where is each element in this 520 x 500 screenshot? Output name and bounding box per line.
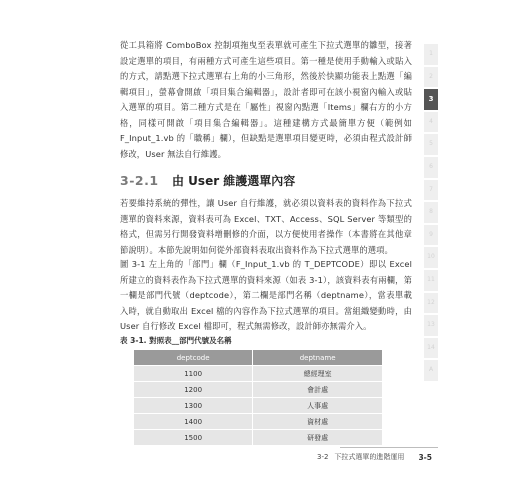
chapter-tab-13[interactable]: 13 — [424, 315, 438, 336]
section-number: 3-2.1 — [120, 172, 159, 188]
body-paragraph-2: 若要維持系統的彈性，讓 User 自行維護，就必須以資料表的資料作為下拉式選單的資料來源，資料表可為 Excel、TXT、Access、SQL Server 等類型的格式，但需另行開發資料增刪修的介面，以方便使用者操作（本書將在其他章節說明）。本節先說明如何從外部資料表取出資料作為下拉式選單的選項。 — [120, 198, 412, 255]
chapter-tab-3-active[interactable]: 3 — [424, 89, 438, 110]
footer-title: 下拉式選單的進階運用 — [334, 453, 405, 461]
body-paragraph-1: 從工具箱將 ComboBox 控制項拖曳至表單就可產生下拉式選單的雛型，接著設定選單的項目，有兩種方式可產生這些項目。第一種是使用手動輸入或貼入的方式，請點選下拉式選單右上角的小三角形，然後於快顯功能表上點選「編輯項目」，螢幕會開啟「項目集合編輯器」，設計者即可在該小視窗內輸入或貼入選單的項目。第二種方式是在「屬性」視窗內點選「Items」欄右方的小方格，同樣可開啟「項目集合編輯器」。這種建構方式最簡單方便（範例如 F_Input_1.vb 的「職稱」欄），但缺點是選單項目變更時，必須由程式設計師修改，User 無法自行維護。 — [120, 40, 412, 159]
chapter-tab-2[interactable]: 2 — [424, 67, 438, 88]
cell-deptname: 總經理室 — [253, 366, 383, 382]
chapter-tab-7[interactable]: 7 — [424, 180, 438, 201]
chapter-tab-14[interactable]: 14 — [424, 338, 438, 359]
table-row — [134, 414, 383, 430]
header-deptname: deptname — [253, 350, 383, 366]
header-deptcode: deptcode — [134, 350, 253, 366]
table-row — [134, 430, 383, 446]
cell-deptname: 會計處 — [253, 382, 383, 398]
chapter-tab-5[interactable]: 5 — [424, 134, 438, 155]
table-caption: 表 3-1. 對照表__部門代號及名稱 — [120, 336, 232, 345]
section-heading — [120, 170, 412, 190]
page-number: 3-5 — [418, 452, 432, 462]
footer-section: 3-2 — [317, 453, 329, 461]
dept-table — [133, 349, 383, 446]
table-header-row — [134, 350, 383, 366]
chapter-tab-12[interactable]: 12 — [424, 293, 438, 314]
chapter-tab-8[interactable]: 8 — [424, 202, 438, 223]
page-footer — [317, 452, 432, 462]
cell-deptname: 資材處 — [253, 414, 383, 430]
chapter-tab-9[interactable]: 9 — [424, 225, 438, 246]
table-row — [134, 398, 383, 414]
chapter-tab-a[interactable]: A — [424, 360, 438, 381]
cell-deptcode: 1300 — [134, 398, 253, 414]
chapter-tab-4[interactable]: 4 — [424, 112, 438, 133]
chapter-tab-1[interactable]: 1 — [424, 44, 438, 65]
chapter-tabs — [424, 44, 438, 381]
chapter-tab-11[interactable]: 11 — [424, 270, 438, 291]
footer-divider — [340, 447, 438, 448]
table-row — [134, 366, 383, 382]
cell-deptcode: 1100 — [134, 366, 253, 382]
section-title: 由 User 維護選單內容 — [172, 173, 296, 188]
chapter-tab-6[interactable]: 6 — [424, 157, 438, 178]
table-row — [134, 382, 383, 398]
cell-deptcode: 1400 — [134, 414, 253, 430]
body-paragraph-3: 圖 3-1 左上角的「部門」欄（F_Input_1.vb 的 T_DEPTCODE）即以 Excel 所建立的資料表作為下拉式選單的資料來源（如表 3-1），該資料表有兩欄，第一欄是部門代號（deptcode），第二欄是部門名稱（deptname），當表單載入時，就自動取出 Excel 檔的內容作為下拉式選單的項目。當組織變動時，由 User 自行修改 Excel 檔即可，程式無需修改，設計師亦無需介入。 — [120, 259, 412, 331]
cell-deptname: 人事處 — [253, 398, 383, 414]
cell-deptname: 研發處 — [253, 430, 383, 446]
chapter-tab-10[interactable]: 10 — [424, 247, 438, 268]
cell-deptcode: 1500 — [134, 430, 253, 446]
cell-deptcode: 1200 — [134, 382, 253, 398]
